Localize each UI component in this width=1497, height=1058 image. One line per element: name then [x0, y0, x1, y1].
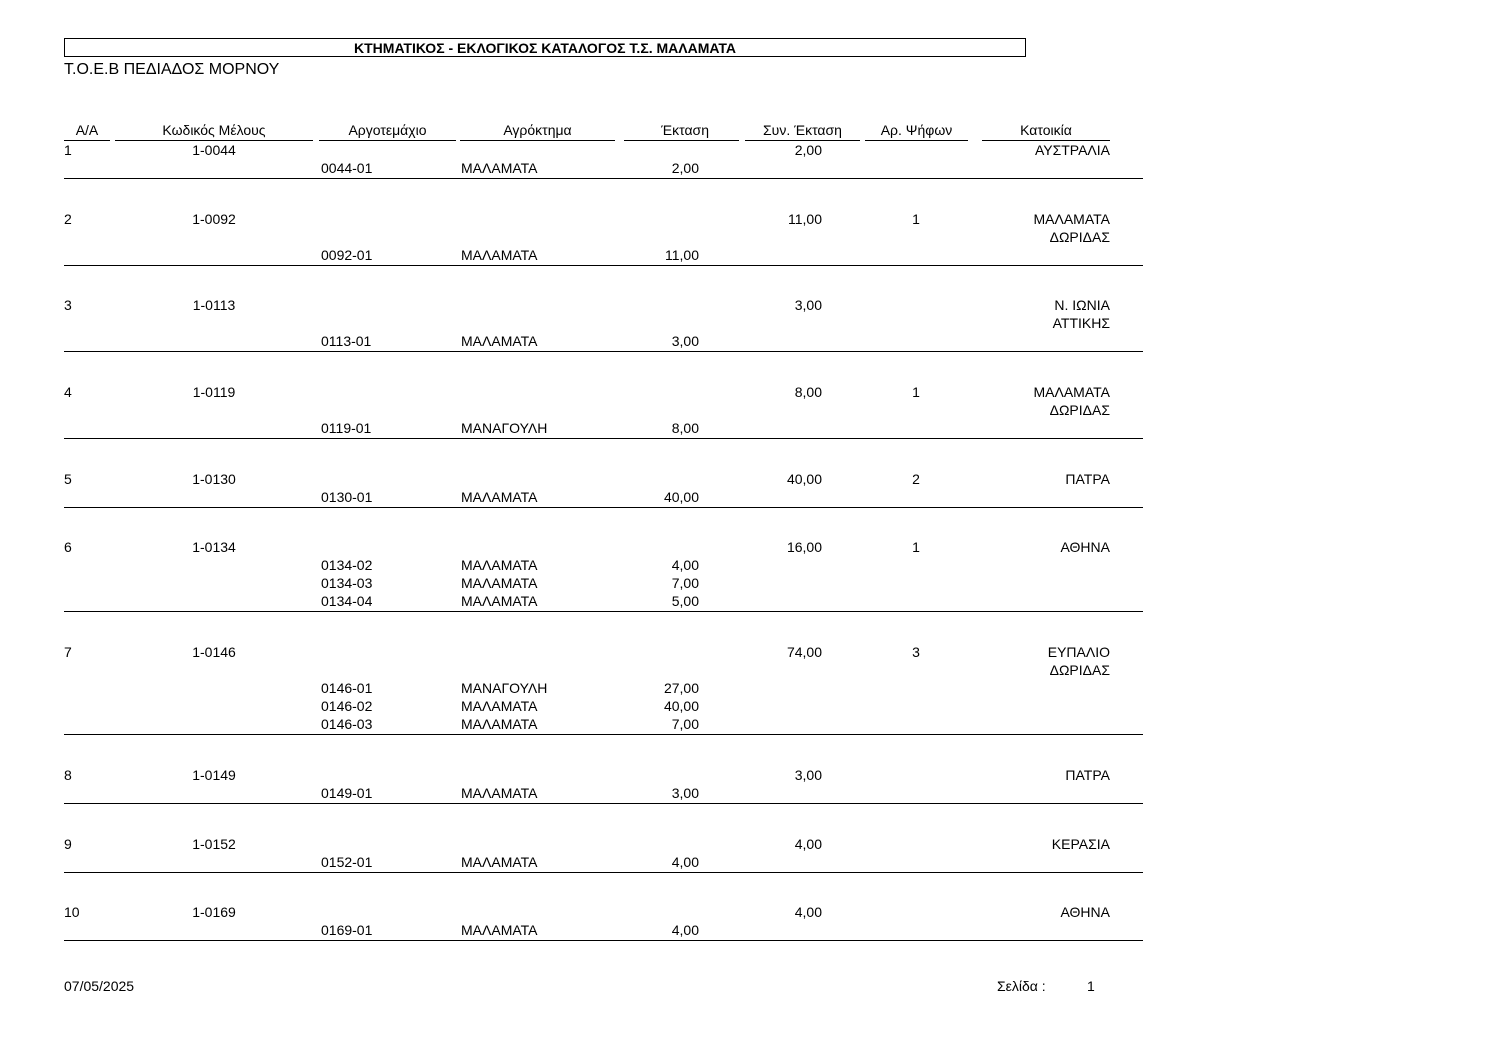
- parcel-id: 0146-02: [321, 698, 373, 714]
- member-residence: ΕΥΠΑΛΙΟ: [1047, 644, 1110, 660]
- header-votes-label: Αρ. Ψήφων: [880, 122, 953, 138]
- member-code: 1-0134: [192, 539, 236, 555]
- header-aa: [64, 122, 110, 141]
- footer-page-label: Σελίδα :: [997, 978, 1046, 994]
- header-code-label: Κωδικός Μέλους: [162, 122, 266, 138]
- row-separator: [64, 734, 1143, 735]
- member-total-area: 74,00: [786, 644, 822, 660]
- header-estate: [460, 122, 615, 141]
- footer-date: 07/05/2025: [64, 978, 135, 994]
- member-total-area: 11,00: [788, 211, 822, 227]
- member-code: 1-0044: [192, 142, 236, 158]
- member-total-area: 16,00: [786, 539, 822, 555]
- member-aa: 2: [64, 211, 72, 227]
- member-aa: 8: [64, 767, 72, 783]
- parcel-area: 11,00: [665, 247, 699, 263]
- parcel-estate: ΜΑΛΑΜΑΤΑ: [461, 489, 538, 505]
- footer-page-number: 1: [1087, 978, 1095, 994]
- member-votes: 2: [912, 471, 920, 487]
- member-votes: 3: [912, 644, 920, 660]
- header-area: [624, 122, 739, 141]
- member-code: 1-0092: [192, 211, 236, 227]
- member-code: 1-0130: [192, 471, 236, 487]
- row-separator: [64, 611, 1143, 612]
- parcel-area: 5,00: [671, 593, 699, 609]
- parcel-id: 0119-01: [321, 420, 372, 436]
- row-separator: [64, 872, 1143, 873]
- header-total-label: Συν. Έκταση: [763, 122, 842, 138]
- header-residence: [982, 122, 1110, 141]
- parcel-estate: ΜΑΛΑΜΑΤΑ: [461, 160, 538, 176]
- member-total-area: 8,00: [794, 384, 822, 400]
- member-aa: 3: [64, 297, 72, 313]
- parcel-id: 0134-03: [321, 575, 373, 591]
- header-estate-label: Αγρόκτημα: [503, 122, 572, 138]
- member-residence: ΠΑΤΡΑ: [1065, 767, 1110, 783]
- parcel-area: 4,00: [671, 854, 699, 870]
- member-residence-region: ΔΩΡΙΔΑΣ: [1049, 229, 1110, 245]
- parcel-estate: ΜΑΛΑΜΑΤΑ: [461, 593, 538, 609]
- member-residence-region: ΔΩΡΙΔΑΣ: [1049, 662, 1110, 678]
- header-votes: [865, 122, 968, 141]
- parcel-estate: ΜΑΛΑΜΑΤΑ: [461, 333, 538, 349]
- parcel-estate: ΜΑΝΑΓΟΥΛΗ: [461, 680, 548, 696]
- member-votes: 1: [912, 539, 920, 555]
- parcel-id: 0134-02: [321, 557, 373, 573]
- parcel-area: 27,00: [663, 680, 699, 696]
- row-separator: [64, 940, 1143, 941]
- header-residence-label: Κατοικία: [1020, 122, 1072, 138]
- row-separator: [64, 265, 1143, 266]
- parcel-estate: ΜΑΛΑΜΑΤΑ: [461, 698, 538, 714]
- parcel-id: 0134-04: [321, 593, 373, 609]
- member-code: 1-0119: [192, 384, 236, 400]
- member-total-area: 2,00: [794, 142, 822, 158]
- member-aa: 9: [64, 836, 72, 852]
- parcel-id: 0169-01: [321, 922, 373, 938]
- header-total: [745, 122, 860, 141]
- member-total-area: 4,00: [794, 836, 822, 852]
- parcel-estate: ΜΑΛΑΜΑΤΑ: [461, 716, 538, 732]
- member-aa: 4: [64, 384, 72, 400]
- parcel-estate: ΜΑΛΑΜΑΤΑ: [461, 785, 538, 801]
- member-total-area: 3,00: [794, 767, 822, 783]
- parcel-estate: ΜΑΛΑΜΑΤΑ: [461, 854, 538, 870]
- parcel-id: 0146-03: [321, 716, 373, 732]
- member-residence: ΑΘΗΝΑ: [1060, 904, 1110, 920]
- member-aa: 5: [64, 471, 72, 487]
- row-separator: [64, 351, 1143, 352]
- parcel-id: 0113-01: [321, 333, 372, 349]
- parcel-id: 0146-01: [321, 680, 373, 696]
- member-votes: 1: [912, 211, 920, 227]
- parcel-id: 0149-01: [321, 785, 373, 801]
- member-residence: ΑΥΣΤΡΑΛΙΑ: [1034, 142, 1110, 158]
- parcel-area: 40,00: [663, 489, 699, 505]
- page-subtitle: Τ.Ο.Ε.Β ΠΕΔΙΑΔΟΣ ΜΟΡΝΟΥ: [64, 61, 280, 78]
- parcel-id: 0130-01: [321, 489, 373, 505]
- parcel-estate: ΜΑΛΑΜΑΤΑ: [461, 557, 538, 573]
- member-code: 1-0149: [192, 767, 236, 783]
- parcel-estate: ΜΑΝΑΓΟΥΛΗ: [461, 420, 548, 436]
- parcel-area: 7,00: [671, 716, 699, 732]
- header-aa-label: Α/Α: [75, 122, 99, 138]
- parcel-area: 4,00: [671, 557, 699, 573]
- row-separator: [64, 178, 1143, 179]
- member-residence: ΠΑΤΡΑ: [1065, 471, 1110, 487]
- member-aa: 1: [64, 142, 72, 158]
- header-parcel-label: Αργοτεμάχιο: [348, 122, 427, 138]
- row-separator: [64, 507, 1143, 508]
- member-code: 1-0152: [192, 836, 236, 852]
- member-total-area: 4,00: [794, 904, 822, 920]
- member-aa: 7: [64, 644, 72, 660]
- member-aa: 10: [64, 904, 80, 920]
- member-residence: ΚΕΡΑΣΙΑ: [1051, 836, 1110, 852]
- member-residence: ΜΑΛΑΜΑΤΑ: [1033, 384, 1110, 400]
- member-residence-region: ΔΩΡΙΔΑΣ: [1049, 402, 1110, 418]
- header-area-label: Έκταση: [661, 122, 709, 138]
- member-residence-region: ΑΤΤΙΚΗΣ: [1052, 315, 1110, 331]
- parcel-area: 8,00: [671, 420, 699, 436]
- parcel-estate: ΜΑΛΑΜΑΤΑ: [461, 247, 538, 263]
- parcel-id: 0092-01: [321, 247, 373, 263]
- row-separator: [64, 438, 1143, 439]
- member-residence: Ν. ΙΩΝΙΑ: [1054, 297, 1110, 313]
- parcel-area: 3,00: [671, 333, 699, 349]
- member-total-area: 3,00: [794, 297, 822, 313]
- header-code: [115, 122, 313, 141]
- member-votes: 1: [912, 384, 920, 400]
- parcel-id: 0044-01: [321, 160, 373, 176]
- header-parcel: [319, 122, 456, 141]
- member-total-area: 40,00: [786, 471, 822, 487]
- member-residence: ΜΑΛΑΜΑΤΑ: [1033, 211, 1110, 227]
- parcel-estate: ΜΑΛΑΜΑΤΑ: [461, 922, 538, 938]
- parcel-estate: ΜΑΛΑΜΑΤΑ: [461, 575, 538, 591]
- member-code: 1-0169: [192, 904, 236, 920]
- parcel-id: 0152-01: [321, 854, 373, 870]
- parcel-area: 2,00: [671, 160, 699, 176]
- member-code: 1-0113: [192, 297, 236, 313]
- parcel-area: 7,00: [671, 575, 699, 591]
- member-code: 1-0146: [192, 644, 236, 660]
- parcel-area: 40,00: [663, 698, 699, 714]
- member-residence: ΑΘΗΝΑ: [1060, 539, 1110, 555]
- parcel-area: 4,00: [671, 922, 699, 938]
- parcel-area: 3,00: [671, 785, 699, 801]
- row-separator: [64, 803, 1143, 804]
- page-title: ΚΤΗΜΑΤΙΚΟΣ - ΕΚΛΟΓΙΚΟΣ ΚΑΤΑΛΟΓΟΣ Τ.Σ. ΜΑΛΑΜΑΤΑ: [64, 38, 1026, 57]
- member-aa: 6: [64, 539, 72, 555]
